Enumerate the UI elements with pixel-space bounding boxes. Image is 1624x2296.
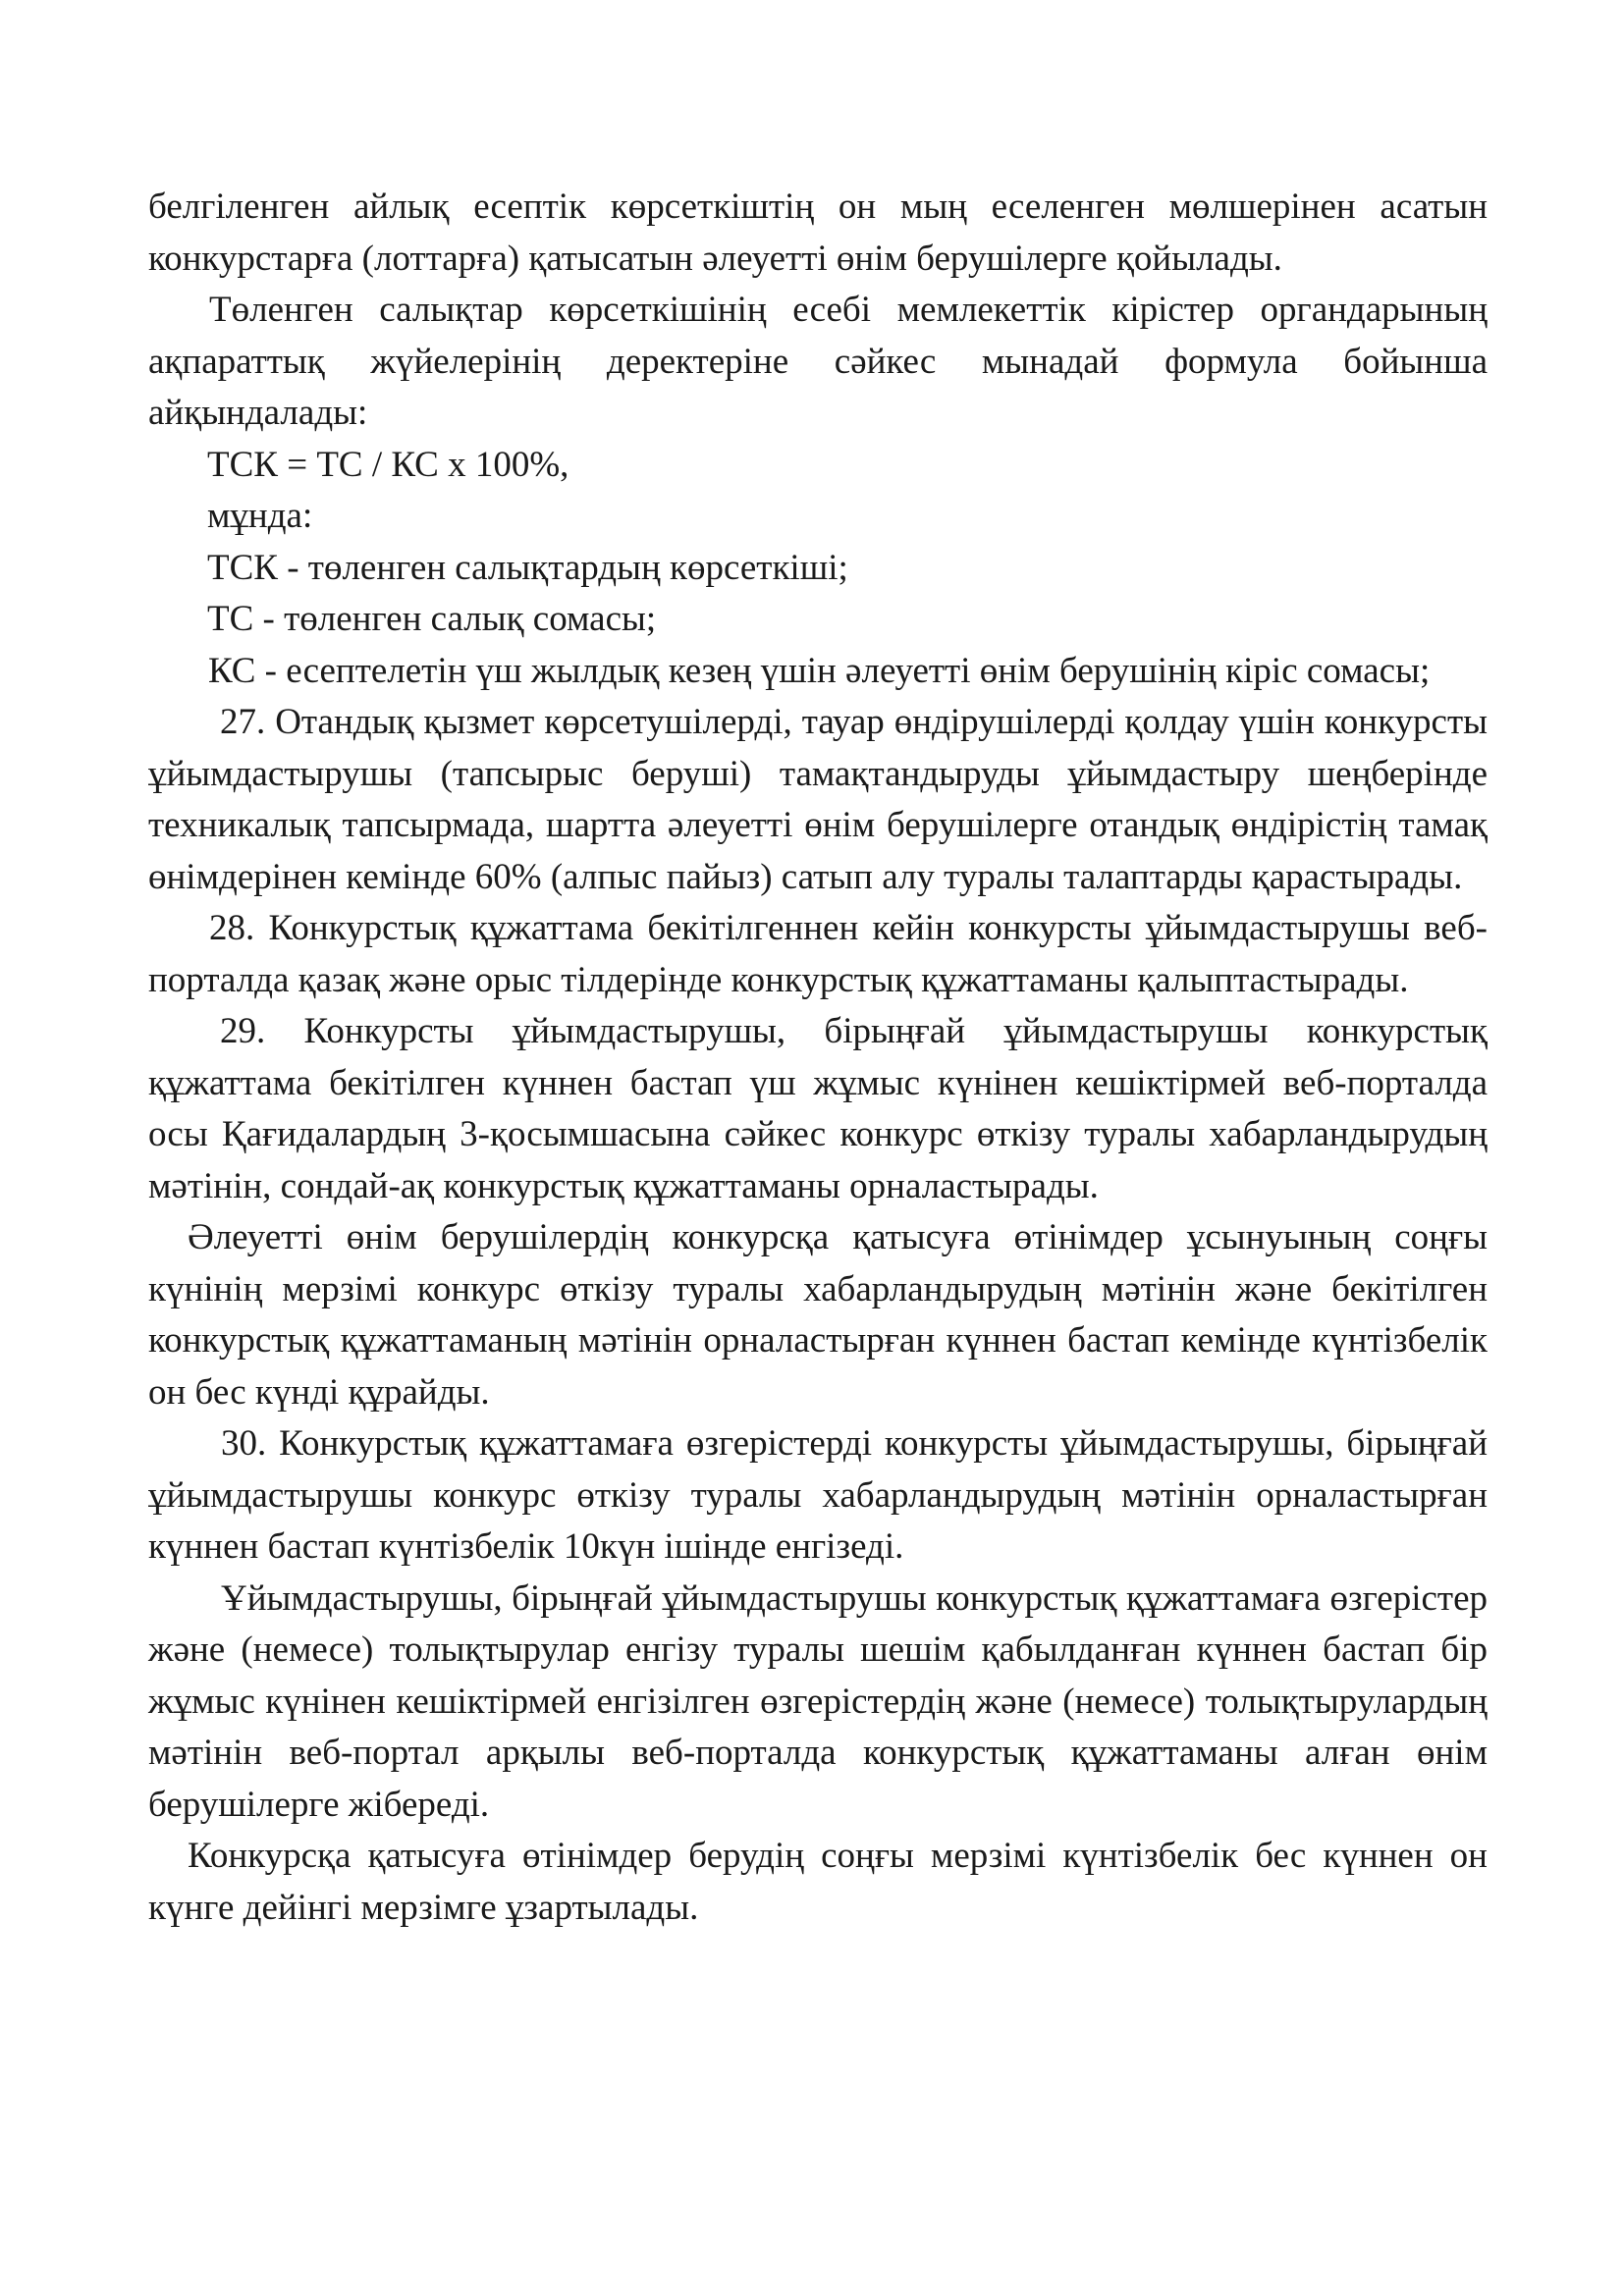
- paragraph-item-30: 30. Конкурстық құжаттамаға өзгерістерді конкурсты ұйымдастырушы, бірыңғай ұйымдастырушы конкурс өткізу туралы хабарландырудың мәтінін орналастырған күннен бастап күнтізбелік 10күн ішінде енгізеді.: [148, 1423, 1488, 1567]
- paragraph-organizer-changes: Ұйымдастырушы, бірыңғай ұйымдастырушы конкурстық құжаттамаға өзгерістер және (немесе) толықтырулар енгізу туралы шешім қабылданған күннен бастап бір жұмыс күнінен кешіктірмей енгізілген өзгерістердің және (немесе) толықтырулардың мәтінін веб-портал арқылы веб-порталда конкурстық құжаттаманы алған өнім берушілерге жібереді.: [148, 1577, 1488, 1825]
- paragraph-item-29: 29. Конкурсты ұйымдастырушы, бірыңғай ұйымдастырушы конкурстық құжаттама бекітілген күннен бастап үш жұмыс күнінен кешіктірмей веб-порталда осы Қағидалардың 3-қосымшасына сәйкес конкурс өткізу туралы хабарландырудың мәтінін, сондай-ақ конкурстық құжаттаманы орналастырады.: [148, 1011, 1488, 1206]
- formula-definition-ks: КС - есептелетін үш жылдық кезең үшін әлеуетті өнім берушінің кіріс сомасы;: [208, 650, 1431, 691]
- paragraph-item-28: 28. Конкурстық құжаттама бекітілгеннен кейін конкурсты ұйымдастырушы веб-порталда қазақ және орыс тілдерінде конкурстық құжаттаманы қалыптастырады.: [148, 908, 1488, 1000]
- paragraph-extension: Конкурсқа қатысуға өтінімдер берудің соңғы мерзімі күнтізбелік бес күннен он күнге дейінгі мерзімге ұзартылады.: [148, 1836, 1488, 1928]
- paragraph-tax-indicator: Төленген салықтар көрсеткішінің есебі мемлекеттік кірістер органдарының ақпараттық жүйелерінің деректеріне сәйкес мынадай формула бойынша айқындалады:: [148, 290, 1488, 433]
- paragraph-item-27: 27. Отандық қызмет көрсетушілерді, тауар өндірушілерді қолдау үшін конкурсты ұйымдастырушы (тапсырыс беруші) тамақтандыруды ұйымдастыру шеңберінде техникалық тапсырмада, шартта әлеуетті өнім берушілерге отандық өндірістің тамақ өнімдерінен кемінде 60% (алпыс пайыз) сатып алу туралы талаптарды қарастырады.: [148, 702, 1488, 897]
- formula-definition-ts: ТС - төленген салық сомасы;: [207, 599, 657, 639]
- paragraph-continuation: белгіленген айлық есептік көрсеткіштің он мың еселенген мөлшерінен асатын конкурстарға (лоттарға) қатысатын әлеуетті өнім берушілерге қойылады.: [148, 187, 1488, 279]
- document-page: [148, 182, 1488, 1934]
- paragraph-deadline: Әлеуетті өнім берушілердің конкурсқа қатысуға өтінімдер ұсынуының соңғы күнінің мерзімі конкурс өткізу туралы хабарландырудың мәтінін және бекітілген конкурстық құжаттаманың мәтінін орналастырған күннен бастап кемінде күнтізбелік он бес күнді құрайды.: [148, 1217, 1488, 1413]
- formula-where-label: мұнда:: [207, 496, 313, 536]
- formula-definition-tsk: ТСК - төленген салықтардың көрсеткіші;: [207, 547, 848, 588]
- formula-line: ТСК = ТС / КС х 100%,: [207, 444, 569, 485]
